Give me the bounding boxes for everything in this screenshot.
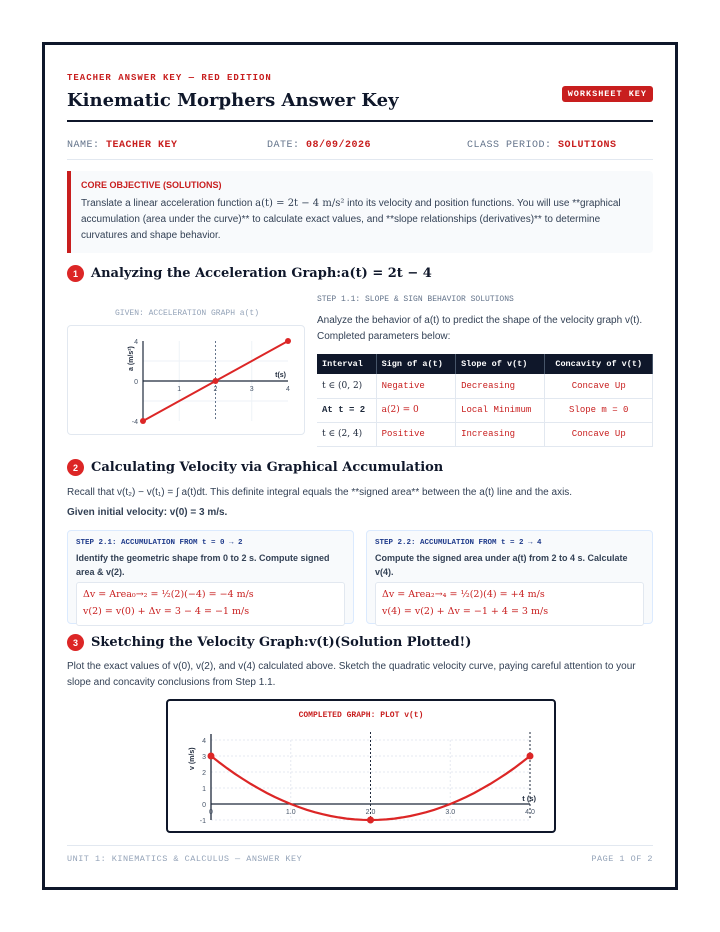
y-tick-label: 2	[202, 770, 206, 777]
data-point	[213, 378, 219, 384]
section-3-text: Plot the exact values of v(0), v(2), and v(4) calculated above. Sketch the quadratic velocity curve, paying careful attention to your slope and concavity conclusions from Step 1.1.	[67, 661, 636, 688]
acceleration-chart	[68, 326, 306, 436]
footer-unit: UNIT 1: KINEMATICS & CALCULUS — ANSWER KEY	[67, 854, 303, 864]
step-2-2-card	[366, 530, 653, 624]
section-3-heading: 3 Sketching the Velocity Graph: v(t) (Solution Plotted!)	[67, 634, 471, 651]
step-2-1-solution: Δv = Area₀→₂ = ½(2)(−4) = −4 m/s v(2) = v(0) + Δv = 3 − 4 = −1 m/s	[76, 582, 345, 626]
step-2-2-heading: STEP 2.2: ACCUMULATION FROM t = 2 → 4	[375, 539, 542, 547]
x-tick-label: 4.0	[525, 809, 535, 816]
step-2-2-solution: Δv = Area₂→₄ = ½(2)(4) = +4 m/s v(4) = v(2) + Δv = −1 + 4 = 3 m/s	[375, 582, 644, 626]
objective-text: Translate a linear acceleration function a(t) = 2t − 4 m/s² into its velocity and position functions. You will use **graphical accumulation (area under the curve)** to calculate exact values, and **slope relationships (derivatives)** to determine curvatures and shape behavior.	[81, 198, 621, 241]
page-title: Kinematic Morphers Answer Key	[67, 90, 399, 111]
y-tick-label: 4	[202, 738, 206, 745]
class-period-field: CLASS PERIOD: SOLUTIONS	[467, 140, 617, 151]
y-tick-label: 4	[134, 339, 138, 346]
step-2-1-description: Identify the geometric shape from 0 to 2 s. Compute signed area & v(2).	[76, 553, 330, 577]
recall-text: Recall that v(t₂) − v(t₁) = ∫ a(t)dt. This definite integral equals the **signed area** between the a(t) line and the axis.	[67, 487, 573, 498]
table-header-row	[317, 354, 653, 374]
section-2-number: 2	[67, 459, 84, 476]
step-1-1-instructions: Analyze the behavior of a(t) to predict the shape of the velocity graph v(t). Completed parameters below:	[317, 315, 643, 342]
table-header: Concavity of v(t)	[545, 354, 653, 374]
data-point	[208, 753, 215, 760]
y-tick-label: 3	[202, 754, 206, 761]
section-1-number: 1	[67, 265, 84, 282]
worksheet-key-badge: WORKSHEET KEY	[562, 86, 653, 102]
table-header: Interval	[317, 354, 376, 374]
step-2-1-card	[67, 530, 354, 624]
acceleration-graph-card	[67, 309, 305, 435]
data-point	[285, 338, 291, 344]
acceleration-graph-caption: GIVEN: ACCELERATION GRAPH a(t)	[114, 309, 260, 318]
data-point	[527, 753, 534, 760]
meta-divider	[67, 159, 653, 160]
objective-heading: CORE OBJECTIVE (SOLUTIONS)	[81, 180, 222, 190]
y-tick-label: 1	[202, 786, 206, 793]
x-tick-label: 2	[213, 386, 218, 393]
y-tick-label: 0	[202, 802, 206, 809]
y-tick-label: -4	[131, 419, 138, 426]
step-2-1-heading: STEP 2.1: ACCUMULATION FROM t = 0 → 2	[76, 539, 243, 547]
x-tick-label: 3	[249, 386, 254, 393]
footer-page-number: PAGE 1 OF 2	[591, 854, 653, 864]
table-row: t ∈ (0, 2) Negative Decreasing Concave Up	[317, 374, 653, 398]
date-field: DATE: 08/09/2026	[267, 140, 372, 151]
x-axis-label: t(s)	[275, 372, 286, 379]
initial-velocity: Given initial velocity: v(0) = 3 m/s.	[67, 507, 228, 518]
parameters-table	[317, 354, 653, 447]
core-objective-box	[67, 171, 653, 253]
data-point	[140, 418, 146, 424]
y-tick-label: 0	[134, 379, 138, 386]
section-3-number: 3	[67, 634, 84, 651]
data-point	[367, 817, 374, 824]
x-tick-label: 3.0	[445, 809, 456, 816]
y-axis-label: v (m/s)	[189, 747, 196, 770]
section-1-heading: 1 Analyzing the Acceleration Graph: a(t) = 2t − 4	[67, 265, 432, 282]
table-row: At t = 2 a(2) = 0 Local Minimum Slope m = 0	[317, 398, 653, 422]
worksheet-page	[42, 42, 678, 890]
table-row: t ∈ (2, 4) Positive Increasing Concave Up	[317, 422, 653, 446]
x-tick-label: 0	[209, 809, 213, 816]
name-field: NAME: TEACHER KEY	[67, 140, 178, 151]
velocity-graph-caption: COMPLETED GRAPH: PLOT v(t)	[298, 711, 424, 720]
page-footer	[67, 845, 653, 864]
velocity-chart	[168, 701, 554, 831]
table-header: Slope of v(t)	[456, 354, 545, 374]
x-tick-label: 1	[177, 386, 182, 393]
table-header: Sign of a(t)	[376, 354, 455, 374]
x-axis-label: t (s)	[522, 794, 536, 803]
x-tick-label: 4	[286, 386, 290, 393]
velocity-graph-card	[166, 699, 556, 833]
header-divider	[67, 120, 653, 122]
edition-label: TEACHER ANSWER KEY — RED EDITION	[67, 73, 272, 83]
section-2-heading: 2 Calculating Velocity via Graphical Accumulation	[67, 459, 443, 476]
y-axis-label: a (m/s²)	[128, 346, 135, 371]
x-tick-label: 2.0	[365, 809, 376, 816]
step-1-1-label: STEP 1.1: SLOPE & SIGN BEHAVIOR SOLUTIONS	[317, 295, 514, 304]
y-tick-label: -1	[199, 818, 206, 825]
x-tick-label: 1.0	[285, 809, 296, 816]
step-2-2-description: Compute the signed area under a(t) from 2 to 4 s. Calculate v(4).	[375, 553, 628, 577]
